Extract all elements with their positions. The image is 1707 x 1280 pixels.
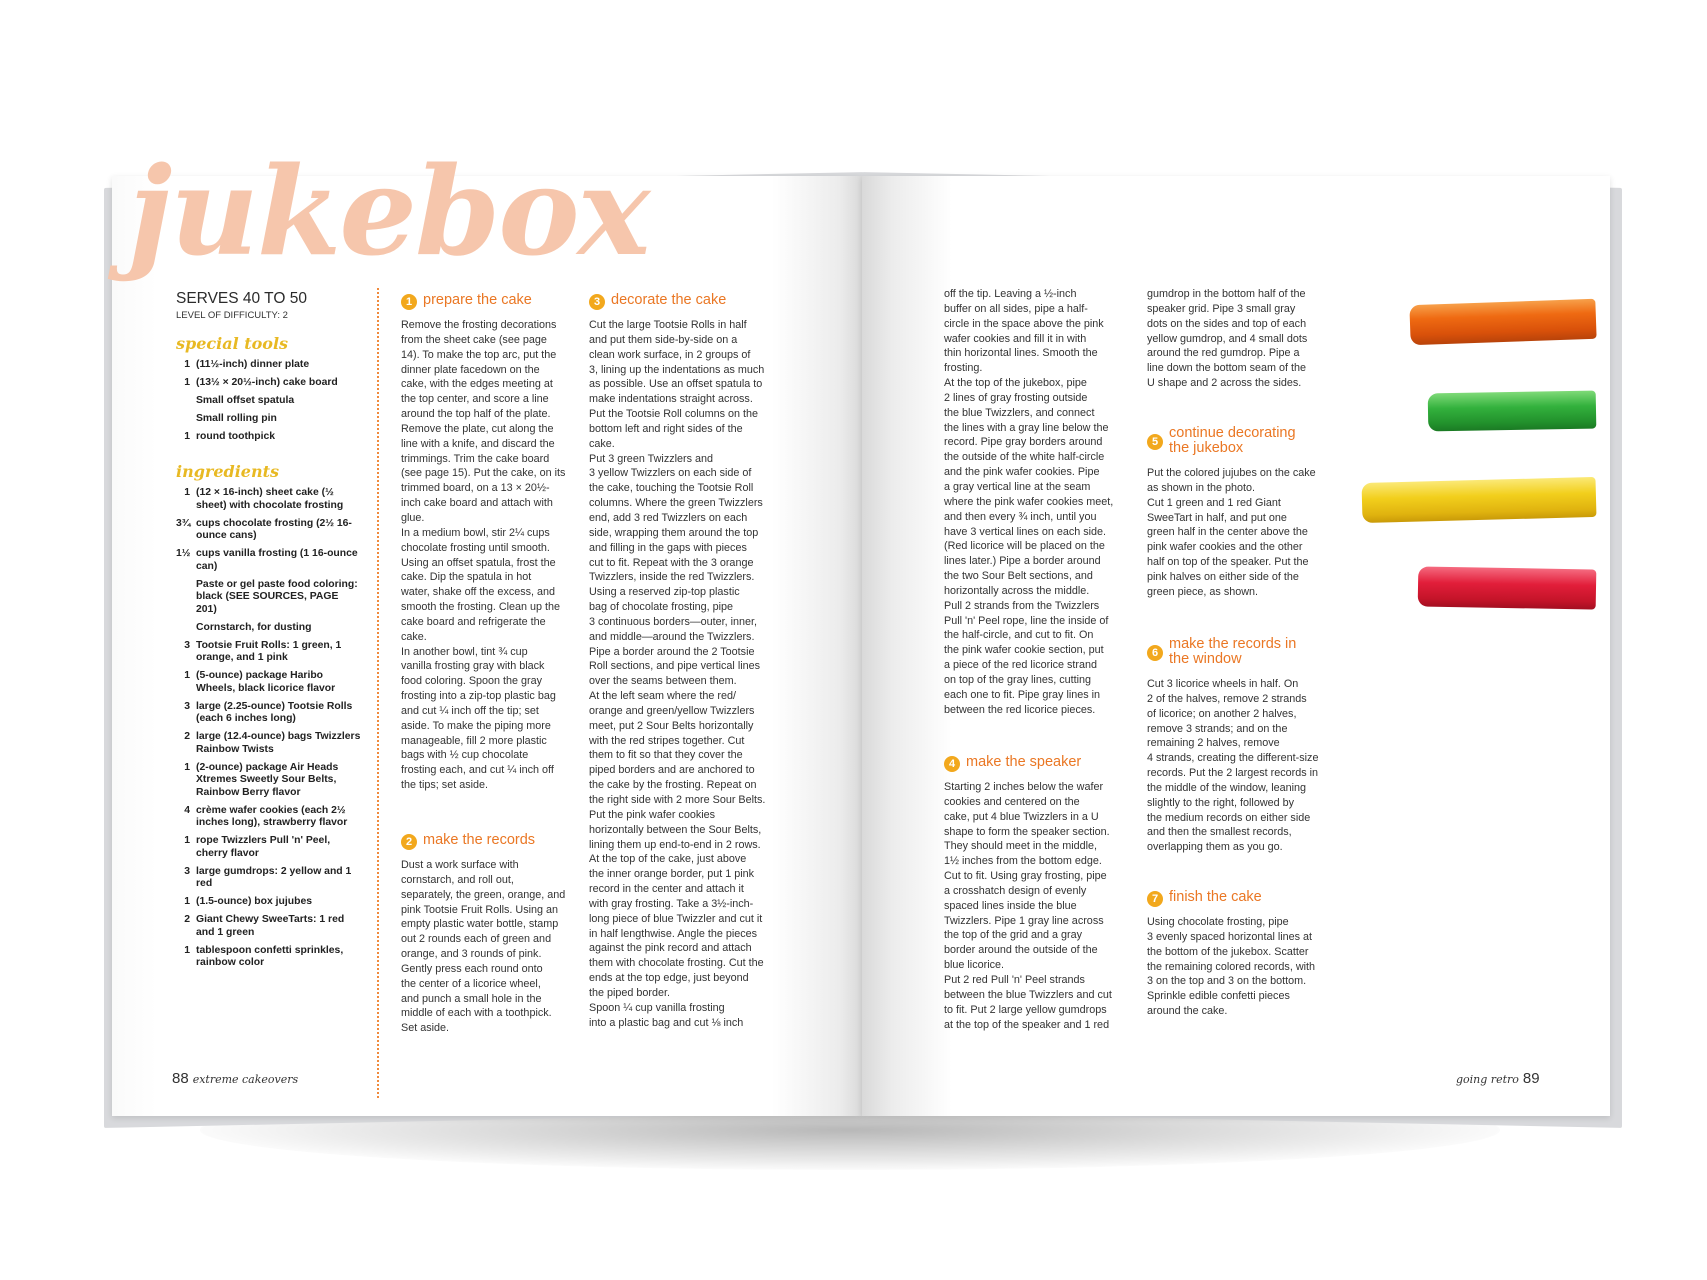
orange-twizzler-image	[1409, 299, 1596, 345]
step-1-text: Remove the frosting decorations from the sheet cake (see page 14). To make the top arc, put the dinner plate facedown on the cake, with the edges meeting at the top center, and score a line around the top half of the plate. Remove the plate, cut along the line with a knife, and discard the trimmings. Trim the cake board (see page 15). Put the cake, on its trimmed board, on a 13 × 20½- inch cake board and attach with glue. In a medium bowl, stir 2¼ cups chocolate frosting until smooth. Using an offset spatula, frost the cake. Dip the spatula in hot water, shake off the excess, and smooth the frosting. Clean up the cake board and refrigerate the cake. In another bowl, tint ¾ cup vanilla frosting gray with black food coloring. Spoon the gray frosting into a zip-top plastic bag and cut ¼ inch off the tip; set aside. To make the piping more manageable, fill 2 more plastic bags with ½ cup chocolate frosting each, and cut ¼ inch off the tips; set aside.	[401, 319, 566, 792]
ingredient-item	[176, 731, 361, 756]
step-1-title: prepare the cake	[423, 292, 532, 308]
special-tool-quantity	[176, 413, 196, 426]
special-tool-text: (13½ × 20½-inch) cake board	[196, 377, 338, 388]
step-3-title: decorate the cake	[611, 292, 727, 308]
serves-text: SERVES 40 TO 50	[176, 290, 307, 307]
ingredient-quantity	[176, 622, 196, 635]
special-tool-text: Small offset spatula	[196, 395, 295, 406]
step-7-text: Using chocolate frosting, pipe 3 evenly spaced horizontal lines at the bottom of the jukebox. Scatter the remaining colored records, with 3 on the top and 3 on the bottom. Sprinkle edible confetti pieces around the cake.	[1147, 916, 1316, 1018]
ingredient-quantity: 1	[184, 896, 190, 907]
ingredient-item	[176, 835, 361, 860]
step-5-heading	[1147, 426, 1309, 456]
step-2-number: 2	[401, 834, 417, 850]
special-tool-quantity	[176, 395, 196, 408]
ingredient-quantity	[176, 579, 196, 617]
ingredient-item	[176, 945, 361, 970]
column-divider	[377, 288, 379, 1098]
step-5-text: Put the colored jujubes on the cake as shown in the photo. Cut 1 green and 1 red Giant SweeTart in half, and put one green half in the center above the pink wafer cookies and the other half on top of the speaker. Put the pink halves on either side of the green piece, as shown.	[1147, 467, 1316, 598]
page-number-right	[1456, 1070, 1540, 1087]
ingredient-item	[176, 701, 361, 726]
step-6-heading	[1147, 637, 1309, 667]
step-6-title: make the records in the window	[1169, 636, 1297, 667]
ingredient-text: Tootsie Fruit Rolls: 1 green, 1 orange, and 1 pink	[196, 639, 342, 663]
ingredient-item	[176, 762, 361, 800]
ingredient-text: tablespoon confetti sprinkles, rainbow color	[196, 944, 344, 968]
special-tool-quantity: 1	[184, 377, 190, 388]
special-tool-quantity: 1	[184, 431, 190, 442]
page-number-left	[172, 1070, 298, 1087]
ingredient-item	[176, 487, 361, 512]
step-1-number: 1	[401, 294, 417, 310]
page-number-left-value: 88	[172, 1070, 189, 1087]
special-tool-text: (11½-inch) dinner plate	[196, 359, 310, 370]
step-6-number: 6	[1147, 645, 1163, 661]
ingredient-item	[176, 896, 361, 909]
step-2-text: Dust a work surface with cornstarch, and roll out, separately, the green, orange, and pink Tootsie Fruit Rolls. Using an empty plastic water bottle, stamp out 2 rounds each of green and orange, and 3 rounds of pink. Gently press each round onto the center of a licorice wheel, and punch a small hole in the middle of each with a toothpick. Set aside.	[401, 859, 566, 1035]
yellow-twizzler-image	[1362, 477, 1597, 523]
ingredient-text: (5-ounce) package Haribo Wheels, black licorice flavor	[196, 670, 336, 694]
step-5-title: continue decorating the jukebox	[1169, 425, 1296, 456]
special-tool-item	[176, 395, 361, 408]
step-2-heading	[401, 833, 535, 850]
step-6-text: Cut 3 licorice wheels in half. On 2 of the halves, remove 2 strands of licorice; on another 2 halves, remove 3 strands; and on the remaining 2 halves, remove 4 strands, creating the different-size records. Put the 2 largest records in the middle of the window, leaning slightly to the right, followed by the medium records on either side and then the smallest records, overlapping them as you go.	[1147, 678, 1319, 854]
recipe-title: jukebox	[128, 139, 649, 283]
step-4-text: Starting 2 inches below the wafer cookies and centered on the cake, put 4 blue Twizzlers in a U shape to form the speaker section. They should meet in the middle, 1½ inches from the bottom edge. Cut to fit. Using gray frosting, pipe a crosshatch design of evenly spaced lines inside the blue Twizzlers. Pipe 1 gray line across the top of the grid and a gray border around the outside of the blue licorice. Put 2 red Pull 'n' Peel strands between the blue Twizzlers and cut to fit. Put 2 large yellow gumdrops at the top of the speaker and 1 red	[944, 781, 1112, 1031]
step-7-heading	[1147, 890, 1262, 907]
ingredient-text: Giant Chewy SweeTarts: 1 red and 1 green	[196, 914, 345, 938]
ingredient-text: (2-ounce) package Air Heads Xtremes Sweetly Sour Belts, Rainbow Berry flavor	[196, 761, 339, 798]
ingredient-quantity: 3	[184, 639, 190, 651]
special-tool-quantity: 1	[184, 359, 190, 370]
step-4-continued-text: gumdrop in the bottom half of the speaker grid. Pipe 3 small gray dots on the sides and top of each yellow gumdrop, and 4 small dots around the red gumdrop. Pipe a line down the bottom seam of the U shape and 2 across the sides.	[1147, 288, 1308, 390]
ingredient-item	[176, 622, 361, 635]
ingredient-item	[176, 579, 361, 617]
step-3-number: 3	[589, 294, 605, 310]
special-tool-item	[176, 413, 361, 426]
ingredients-heading: ingredients	[176, 462, 279, 481]
page-number-right-value: 89	[1522, 1070, 1540, 1087]
ingredient-text: Cornstarch, for dusting	[196, 621, 312, 633]
ingredient-item	[176, 640, 361, 665]
green-twizzler-image	[1428, 391, 1597, 432]
ingredient-text: cups chocolate frosting (2½ 16-ounce cans)	[196, 517, 352, 541]
step-3-heading	[589, 293, 726, 310]
step-4-title: make the speaker	[966, 754, 1082, 770]
ingredient-item	[176, 914, 361, 939]
ingredient-text: cups vanilla frosting (1 16-ounce can)	[196, 548, 358, 572]
special-tool-text: round toothpick	[196, 431, 276, 442]
ingredient-quantity: 3¾	[176, 517, 191, 529]
special-tool-item	[176, 431, 361, 444]
ingredient-item	[176, 518, 361, 543]
special-tools-heading: special tools	[176, 334, 289, 353]
step-7-number: 7	[1147, 891, 1163, 907]
ingredient-quantity: 3	[184, 865, 190, 877]
running-footer-left: extreme cakeovers	[192, 1073, 299, 1086]
step-5-number: 5	[1147, 434, 1163, 450]
ingredient-text: (12 × 16-inch) sheet cake (½ sheet) with chocolate frosting	[196, 487, 344, 511]
special-tools-list	[176, 359, 361, 449]
step-4-number: 4	[944, 756, 960, 772]
step-1-heading	[401, 293, 532, 310]
ingredient-text: large (12.4-ounce) bags Twizzlers Rainbow Twists	[196, 731, 361, 755]
ingredient-text: (1.5-ounce) box jujubes	[196, 896, 313, 907]
step-2-title: make the records	[423, 832, 536, 848]
special-tool-item	[176, 359, 361, 372]
ingredient-item	[176, 805, 361, 830]
ingredient-quantity: 1	[184, 835, 190, 846]
ingredient-quantity: 1	[184, 670, 190, 681]
ingredient-item	[176, 548, 361, 573]
step-3-continued-text: off the tip. Leaving a ½-inch buffer on all sides, pipe a half- circle in the space above the pink wafer cookies and fill it in with thin horizontal lines. Smooth the frosting. At the top of the jukebox, pipe 2 lines of gray frosting outside the blue Twizzlers, and connect the lines with a gray line below the record. Pipe gray borders around the outside of the white half-circle and the pink wafer cookies. Pipe a gray vertical line at the seam where the pink wafer cookies meet, and then every ¾ inch, until you have 3 vertical lines on each side. (Red licorice will be placed on the lines later.) Pipe a border around the two Sour Belt sections, and horizontally across the middle. Pull 2 strands from the Twizzlers Pull 'n' Peel rope, line the inside of the half-circle, and cut to fit. On the pink wafer cookie section, put a piece of the red licorice strand on top of the gray lines, cutting each one to fit. Pipe gray lines in between the red licorice pieces.	[944, 288, 1114, 716]
special-tool-text: Small rolling pin	[196, 413, 277, 424]
ingredient-quantity: 1	[184, 487, 190, 498]
step-3-text: Cut the large Tootsie Rolls in half and put them side-by-side on a clean work surface, in 2 groups of 3, lining up the indentations as much as possible. Use an offset spatula to make indentations straight across. Put the Tootsie Roll columns on the bottom left and right sides of the cake. Put 3 green Twizzlers and 3 yellow Twizzlers on each side of the cake, touching the Tootsie Roll columns. Where the green Twizzlers end, add 3 red Twizzlers on each side, wrapping them around the top and filling in the gaps with pieces cut to fit. Repeat with the 3 orange Twizzlers, inside the red Twizzlers. Using a reserved zip-top plastic bag of chocolate frosting, pipe 3 continuous borders—outer, inner, and middle—around the Twizzlers. Pipe a border around the 2 Tootsie Roll sections, and pipe vertical lines over the seams between them. At the left seam where the red/ orange and green/yellow Twizzlers meet, put 2 Sour Belts horizontally with the red stripes together. Cut them to fit so that they cover the piped borders and are anchored to the cake by the frosting. Repeat on the right side with 2 more Sour Belts. Put the pink wafer cookies horizontally between the Sour Belts, lining them up end-to-end in 2 rows. At the top of the cake, just above the inner orange border, put 1 pink record in the center and attach it with gray frosting. Take a 3½-inch- long piece of blue Twizzler and cut it in half lengthwise. Angle the pieces against the pink record and attach them with chocolate frosting. Cut the ends at the top edge, just beyond the piped border. Spoon ¼ cup vanilla frosting into a plastic bag and cut ⅛ inch	[589, 319, 766, 1029]
difficulty-text: LEVEL OF DIFFICULTY: 2	[176, 310, 288, 321]
ingredient-quantity: 1½	[176, 548, 191, 559]
step-4-heading	[944, 755, 1081, 772]
ingredient-quantity: 2	[184, 914, 190, 925]
ingredients-list	[176, 487, 361, 975]
ingredient-text: large (2.25-ounce) Tootsie Rolls (each 6 inches long)	[196, 700, 353, 724]
ingredient-text: rope Twizzlers Pull 'n' Peel, cherry flavor	[196, 835, 331, 859]
ingredient-quantity: 2	[184, 731, 190, 742]
running-footer-right: going retro	[1456, 1073, 1519, 1086]
special-tool-item	[176, 377, 361, 390]
ingredient-item	[176, 866, 361, 891]
ingredient-quantity: 3	[184, 700, 190, 712]
ingredient-quantity: 1	[184, 944, 190, 956]
ingredient-text: crème wafer cookies (each 2½ inches long), strawberry flavor	[196, 804, 348, 828]
ingredient-text: large gumdrops: 2 yellow and 1 red	[196, 865, 352, 889]
ingredient-text: Paste or gel paste food coloring: black (SEE SOURCES, PAGE 201)	[196, 578, 358, 615]
red-twizzler-image	[1418, 566, 1597, 609]
ingredient-item	[176, 670, 361, 695]
step-7-title: finish the cake	[1169, 889, 1262, 905]
ingredient-quantity: 1	[184, 761, 190, 773]
ingredient-quantity: 4	[184, 804, 190, 816]
